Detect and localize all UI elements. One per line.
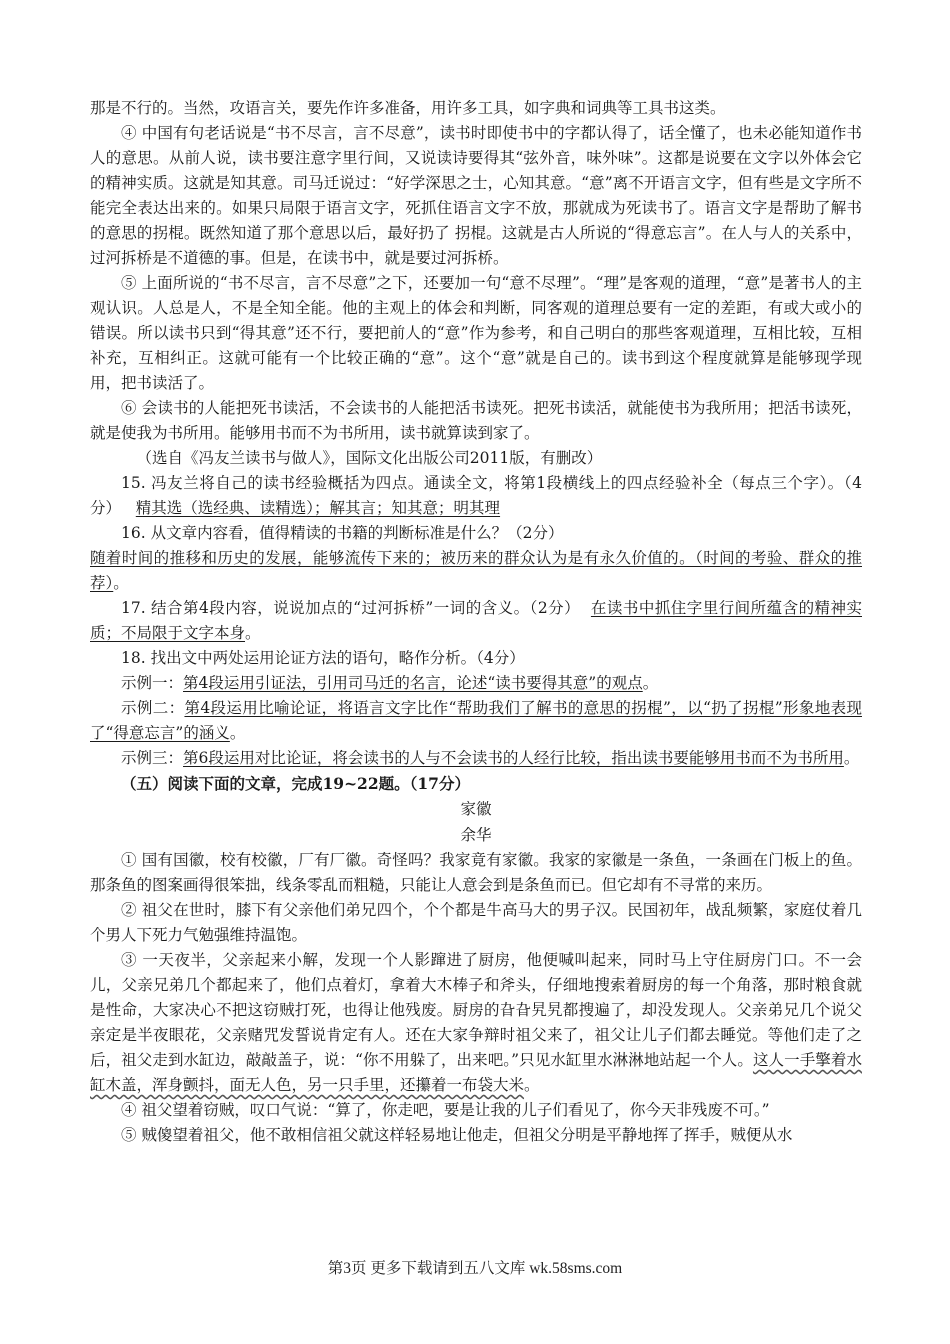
- page-content: [90, 96, 862, 1148]
- example-2: 示例二：第4段运用比喻论证，将语言文字比作“帮助我们了解书的意思的拐棍”，以“扔了拐棍”形象地表现了“得意忘言”的涵义。: [90, 699, 862, 742]
- question-15-answer: 精其选（选经典、读精选）；解其言；知其意；明其理: [135, 499, 501, 517]
- article-paragraph-3: ③ 一天夜半，父亲起来小解，发现一个人影蹿进了厨房，他便喊叫起来，同时马上守住厨房门口。不一会儿，父亲兄弟几个都起来了，他们点着灯，拿着大木棒子和斧头，仔细地搜索着厨房的每一个角落，那时粮食就是性命，大家决心不把这窃贼打死，也得让他残废。厨房的旮旮旯旯都搜遍了，却没发现人。父亲弟兄几个说父亲定是半夜眼花，父亲赌咒发誓说肯定有人。还在大家争辩时祖父来了，祖父让儿子们都去睡觉。等他们走了之后，祖父走到水缸边，敲敲盖子，说：“你不用躲了，出来吧。”只见水缸里水淋淋地站起一个人。这人一手擎着水缸木盖，浑身颤抖，面无人色，另一只手里，还攥着一布袋大米。: [90, 951, 862, 1094]
- question-16-answer-line: 随着时间的推移和历史的发展，能够流传下来的；被历来的群众认为是有永久价值的。（时间的考验、群众的推荐）。: [90, 549, 862, 592]
- question-15-text: 15. 冯友兰将自己的读书经验概括为四点。通读全文，将第1段横线上的四点经验补全（每点三个字）。（4分）: [90, 474, 862, 517]
- article-paragraph-2: ② 祖父在世时，膝下有父亲他们弟兄四个，个个都是牛高马大的男子汉。民国初年，战乱频繁，家庭仗着几个男人下死力气勉强维持温饱。: [90, 901, 862, 944]
- question-17-answer: 在读书中抓住字里行间所蕴含的精神实质；不局限于文字本身: [90, 599, 862, 642]
- article-paragraph-5: ⑤ 贼傻望着祖父，他不敢相信祖父就这样轻易地让他走，但祖父分明是平静地挥了挥手，贼便从水: [121, 1126, 793, 1144]
- example-1: 示例一：第4段运用引证法，引用司马迁的名言，论述“读书要得其意”的观点。: [121, 674, 659, 692]
- paragraph-continued: 那是不行的。当然，攻语言关，要先作许多准备，用许多工具，如字典和词典等工具书这类。: [90, 99, 726, 117]
- example-1-answer: 第4段运用引证法，引用司马迁的名言，论述“读书要得其意”的观点: [183, 674, 643, 692]
- question-15: [90, 471, 862, 521]
- question-17: 17. 结合第4段内容，说说加点的“过河拆桥”一词的含义。（2分） 在读书中抓住字里行间所蕴含的精神实质；不局限于文字本身。: [90, 599, 862, 642]
- source-citation: （选自《冯友兰读书与做人》，国际文化出版公司2011版，有删改）: [136, 449, 603, 467]
- paragraph-4: ④ 中国有句老话说是“书不尽言，言不尽意”，读书时即使书中的字都认得了，话全懂了，也未必能知道作书人的意思。从前人说，读书要注意字里行间，又说读诗要得其“弦外音，味外味”。这都是说要在文字以外体会它的精神实质。这就是知其意。司马迁说过：“好学深思之士，心知其意。“意”离不开语言文字，但有些是文字所不能完全表达出来的。如果只局限于语言文字，死抓住语言文字不放，那就成为死读书了。语言文字是帮助了解书的意思的拐棍。既然知道了那个意思以后，最好扔了 拐棍。这就是古人所说的“得意忘言”。在人与人的关系中，过河拆桥是不道德的事。但是，在读书中，就是要过河拆桥。: [90, 124, 862, 267]
- question-16-answer: 随着时间的推移和历史的发展，能够流传下来的；被历来的群众认为是有永久价值的。（时间的考验、群众的推荐）: [90, 549, 862, 592]
- question-18: 18. 找出文中两处运用论证方法的语句，略作分析。（4分）: [121, 649, 525, 667]
- question-17-text: 17. 结合第4段内容，说说加点的“过河拆桥”一词的含义。（2分）: [121, 599, 581, 617]
- wavy-underlined-sentence: 这人一手擎着水缸木盖，浑身颤抖，面无人色，另一只手里，还攥着一布袋大米: [90, 1051, 862, 1094]
- page-footer: 第3页 更多下载请到五八文库 wk.58sms.com: [327, 1260, 623, 1277]
- article-title: 家徽: [460, 800, 492, 818]
- question-16: 16. 从文章内容看，值得精读的书籍的判断标准是什么？（2分）: [121, 524, 564, 542]
- example-3-answer: 第6段运用对比论证，将会读书的人与不会读书的人经行比较，指出读书要能够用书而不为书所用: [183, 749, 844, 767]
- paragraph-5: ⑤ 上面所说的“书不尽言，言不尽意”之下，还要加一句“意不尽理”。“理”是客观的道理，“意”是著书人的主观认识。人总是人，不是全知全能。他的主观上的体会和判断，同客观的道理总要有一定的差距，有或大或小的错误。所以读书只到“得其意”还不行，要把前人的“意”作为参考，和自己明白的那些客观道理，互相比较，互相补充，互相纠正。这就可能有一个比较正确的“意”。这个“意”就是自己的。读书到这个程度就算是能够现学现用，把书读活了。: [90, 274, 862, 392]
- article-paragraph-4: ④ 祖父望着窃贼，叹口气说：“算了，你走吧，要是让我的儿子们看见了，你今天非残废不可。”: [121, 1101, 770, 1119]
- example-3: 示例三：第6段运用对比论证，将会读书的人与不会读书的人经行比较，指出读书要能够用书而不为书所用。: [121, 749, 860, 767]
- article-paragraph-1: ① 国有国徽，校有校徽，厂有厂徽。奇怪吗？我家竟有家徽。我家的家徽是一条鱼，一条画在门板上的鱼。那条鱼的图案画得很笨拙，线条零乱而粗糙，只能让人意会到是条鱼而已。但它却有不寻常的来历。: [90, 851, 862, 894]
- article-author: 余华: [460, 826, 492, 844]
- section-5-heading: （五）阅读下面的文章，完成19~22题。（17分）: [121, 774, 470, 793]
- example-2-answer: 第4段运用比喻论证，将语言文字比作“帮助我们了解书的意思的拐棍”，以“扔了拐棍”形象地表现了“得意忘言”的涵义: [90, 699, 862, 742]
- paragraph-6: ⑥ 会读书的人能把死书读活，不会读书的人能把活书读死。把死书读活，就能使书为我所用；把活书读死，就是使我为书所用。能够用书而不为书所用，读书就算读到家了。: [90, 399, 862, 442]
